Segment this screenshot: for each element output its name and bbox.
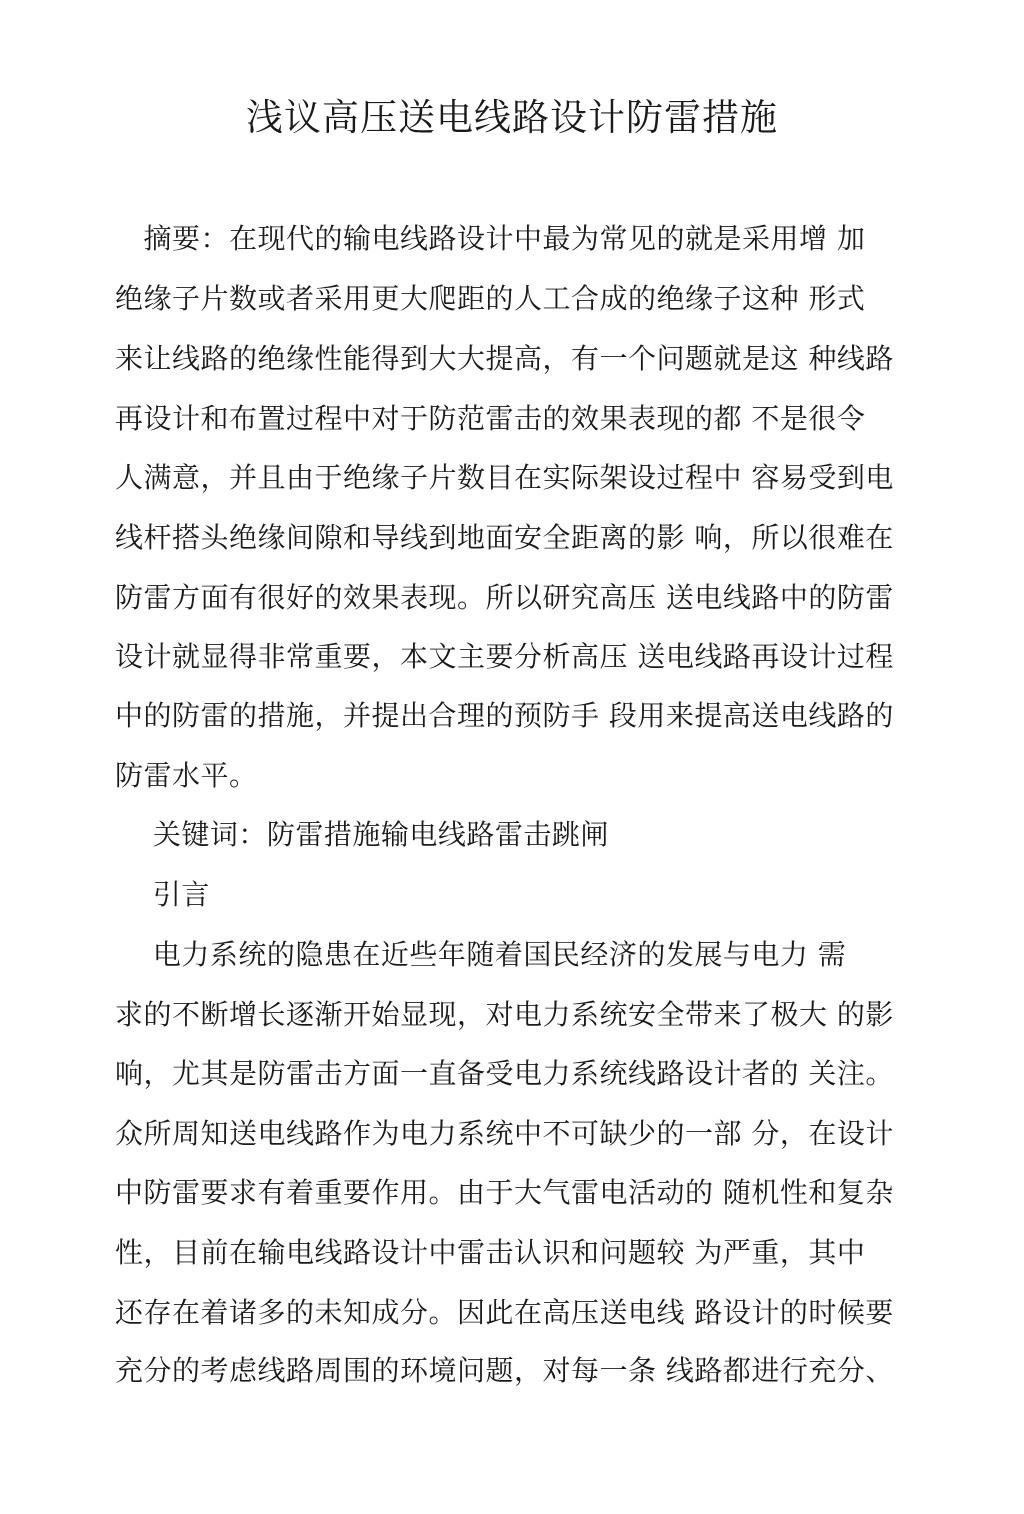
paragraph-line: 设计就显得非常重要，本文主要分析高压 送电线路再设计过程 xyxy=(115,640,894,673)
paragraph-line: 响，尤其是防雷击方面一直备受电力系统线路设计者的 关注。 xyxy=(115,1057,894,1090)
paragraph-line: 求的不断增长逐渐开始显现，对电力系统安全带来了极大 的影 xyxy=(115,998,894,1031)
paragraph-line: 来让线路的绝缘性能得到大大提高，有一个问题就是这 种线路 xyxy=(115,342,894,375)
paragraph-line: 绝缘子片数或者采用更大爬距的人工合成的绝缘子这种 形式 xyxy=(115,282,866,315)
paragraph-line: 众所周知送电线路作为电力系统中不可缺少的一部 分，在设计 xyxy=(115,1117,894,1150)
paragraph-line: 摘要：在现代的输电线路设计中最为常见的就是采用增 加 xyxy=(115,222,866,255)
paragraph-line: 还存在着诸多的未知成分。因此在高压送电线 路设计的时候要 xyxy=(115,1296,894,1329)
paragraph-line: 电力系统的隐患在近些年随着国民经济的发展与电力 需 xyxy=(115,938,847,971)
section-heading: 引言 xyxy=(115,878,210,911)
paragraph-line: 中防雷要求有着重要作用。由于大气雷电活动的 随机性和复杂 xyxy=(115,1176,894,1209)
paragraph-line: 防雷方面有很好的效果表现。所以研究高压 送电线路中的防雷 xyxy=(115,581,894,614)
paragraph-line: 再设计和布置过程中对于防范雷击的效果表现的都 不是很令 xyxy=(115,402,866,435)
keywords-line: 关键词：防雷措施输电线路雷击跳闸 xyxy=(115,818,609,851)
paragraph-line: 线杆搭头绝缘间隙和导线到地面安全距离的影 响，所以很难在 xyxy=(115,521,894,554)
paragraph-line: 性，目前在输电线路设计中雷击认识和问题较 为严重，其中 xyxy=(115,1236,866,1269)
document-title: 浅议高压送电线路设计防雷措施 xyxy=(246,96,778,139)
paragraph-line: 防雷水平。 xyxy=(115,759,258,792)
paragraph-line: 中的防雷的措施，并提出合理的预防手 段用来提高送电线路的 xyxy=(115,699,894,732)
paragraph-line: 充分的考虑线路周围的环境问题，对每一条 线路都进行充分、 xyxy=(115,1354,894,1387)
paragraph-line: 人满意，并且由于绝缘子片数目在实际架设过程中 容易受到电 xyxy=(115,461,894,494)
